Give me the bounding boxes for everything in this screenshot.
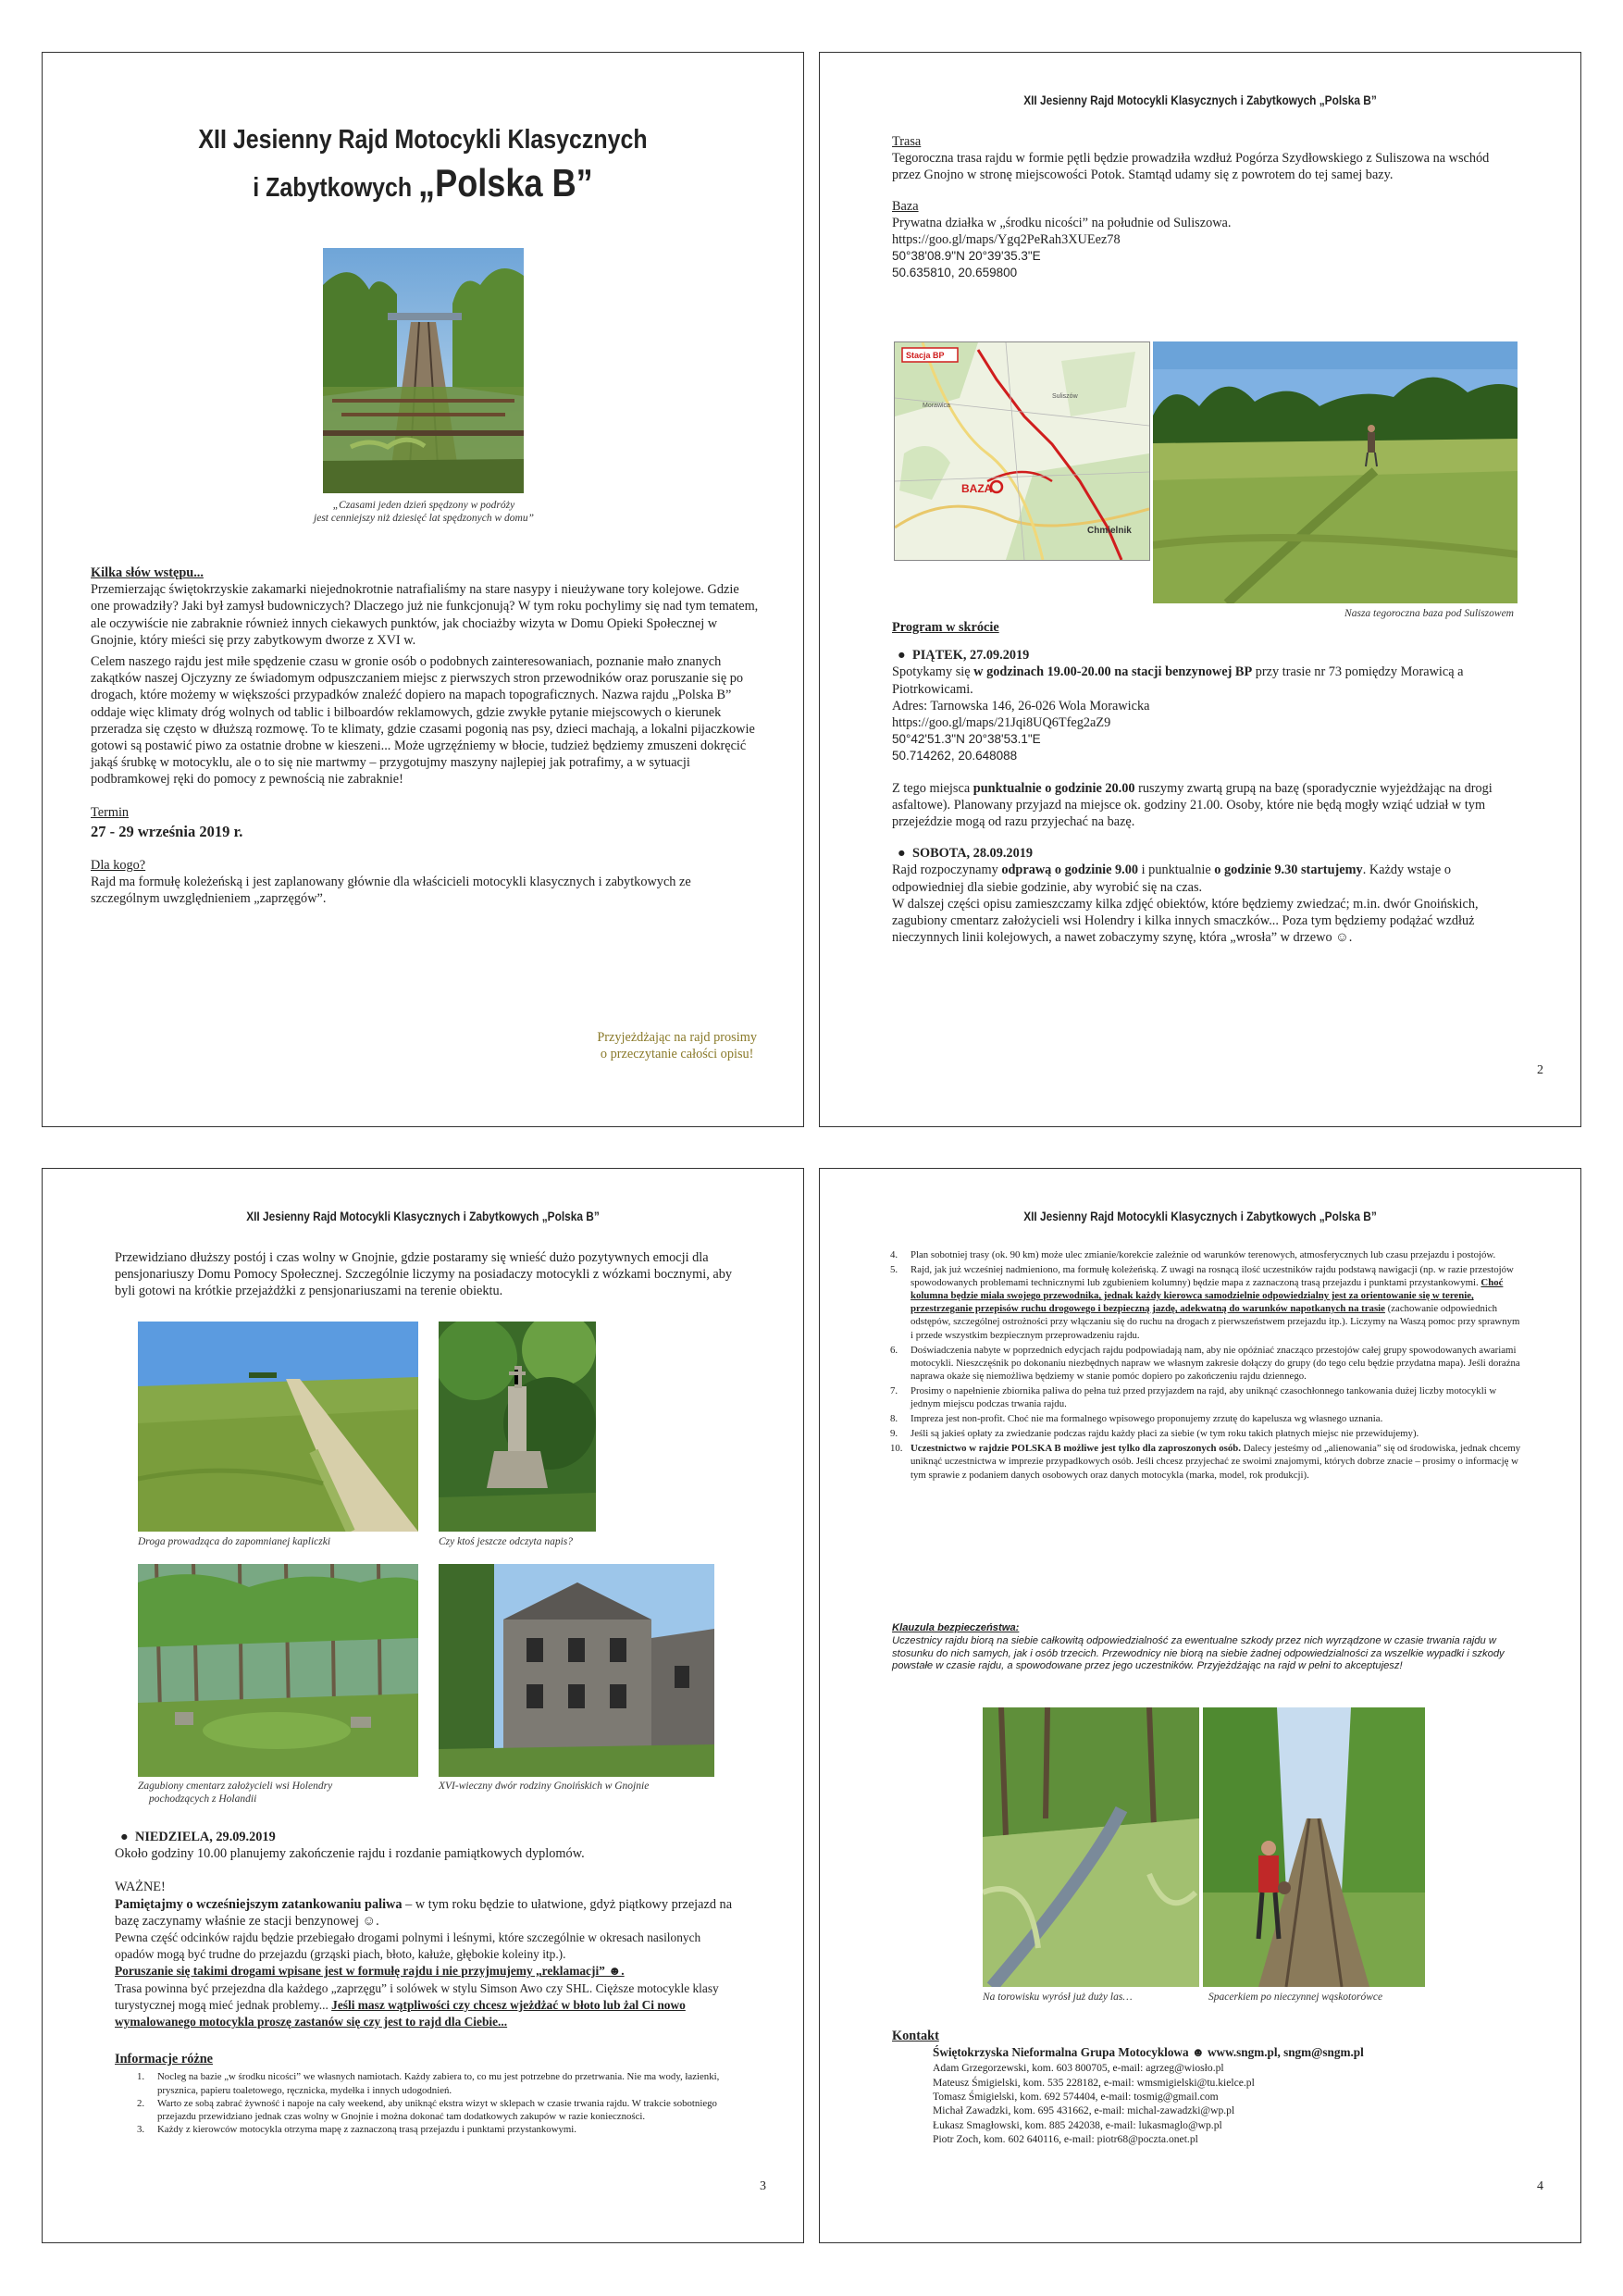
wazne-paragraph-2: Pewna część odcinków rajdu będzie przebiegało drogami polnymi i leśnymi, które szczególnie w okresach nasilonych opadów mogą być trudne do przejazdu (grząski piach, błoto, kałuże, głębokie koleiny itp.). <box>115 1930 701 1962</box>
overgrown-track-photo <box>983 1707 1199 1987</box>
program-heading: Program w skrócie <box>892 620 999 635</box>
gnojno-intro: Przewidziano dłuższy postój i czas wolny w Gnojnie, gdzie postaramy się wnieść dużo pozytywnych emocji dla pensjonariuszy Domu Pomocy Społecznej. Szczególnie liczymy na posiadaczy motocykli z wózkami bocznymi, aby byli gotowi na krótkie przejażdżki z pensjonariuszami na terenie obiektu. <box>115 1250 733 1299</box>
map-label-chmielnik: Chmielnik <box>1087 526 1132 536</box>
contact-item: Tomasz Śmigielski, kom. 692 574404, e-mail: tosmig@gmail.com <box>933 2091 1219 2103</box>
list-item: 1. Nocleg na bazie „w środku nicości” we własnych namiotach. Każdy zabiera to, co mu jest potrzebne do przetrwania. Nie ma wody, łazienki, prysznica, papieru toaletowego, ręcznicka, mydełka i innych udogodnień. <box>137 2071 720 2096</box>
info-heading: Informacje różne <box>115 2052 213 2067</box>
base-meadow-photo <box>1153 341 1518 603</box>
info-list <box>115 2070 742 2135</box>
photo-caption-3: Zagubiony cmentarz założycieli wsi Holendry pochodzących z Holandii <box>138 1781 333 1805</box>
manor-photo <box>439 1564 714 1777</box>
contact-item: Michał Zawadzki, kom. 695 431662, e-mail: michal-zawadzki@wp.pl <box>933 2104 1235 2117</box>
baza-coords-dec: 50.635810, 20.659800 <box>892 266 1018 280</box>
photo-caption-4: XVI-wieczny dwór rodziny Gnoińskich w Gnojnie <box>439 1781 650 1792</box>
page-2 <box>819 52 1581 1127</box>
contact-item: Adam Grzegorzewski, kom. 603 800705, e-mail: agrzeg@wiosło.pl <box>933 2062 1224 2075</box>
trasa-heading: Trasa <box>892 134 922 149</box>
route-map <box>894 341 1150 561</box>
wazne-paragraph-3: Poruszanie się takimi drogami wpisane jest w formułę rajdu i nie przyjmujemy „reklamacji” ☻. <box>115 1964 625 1979</box>
friday-link[interactable]: https://goo.gl/maps/21Jqi8UQ6Tfeg2aZ9 <box>892 715 1111 731</box>
list-item: 2. Warto ze sobą zabrać żywność i napoje na cały weekend, aby uniknąć ekstra wizyt w sklepach w czasie trwania rajdu. W trakcie sobotniego przejazdu przewidziano jednak czas wolny w Gnojnie i można dokonać tam dodatkowych zakupów w razie konieczności. <box>137 2097 717 2122</box>
list-item: 8. Impreza jest non-profit. Choć nie ma formalnego wpisowego proponujemy zrzutę do kapelusza wg własnego uznania. <box>890 1413 1383 1425</box>
dla-kogo-heading: Dla kogo? <box>91 858 146 874</box>
list-item: 3. Każdy z kierowców motocykla otrzyma mapę z zaznaczoną trasą przejazdu i punktami przystankowymi. <box>137 2123 576 2135</box>
clause-text: Uczestnicy rajdu biorą na siebie całkowitą odpowiedzialność za ewentualne szkody przez nich wyrządzone w czasie trwania rajdu w stosunku do nich samych, jak i osób trzecich. Przewodnicy nie biorą na siebie żadnej odpowiedzialności za wszelkie wypadki i szkody powstałe w czasie rajdu, a spowodowane przez jego uczestników. Przyjeżdżając na rajd w pełni to akceptujesz! <box>892 1634 1505 1672</box>
page-1 <box>42 52 804 1127</box>
photo-caption-2: Spacerkiem po nieczynnej wąskotorówce <box>1208 1992 1383 2003</box>
narrow-gauge-photo <box>1203 1707 1425 1987</box>
contact-item: Łukasz Smagłowski, kom. 885 242038, e-mail: lukasmaglo@wp.pl <box>933 2118 1222 2131</box>
page-number: 2 <box>1537 1063 1543 1077</box>
sunday-section <box>115 1829 742 2136</box>
list-item: 7. Prosimy o napełnienie zbiornika paliwa do pełna tuż przed przyjazdem na rajd, aby uniknąć czasochłonnego tankowania dużej liczby motocykli w jednym miejscu podczas trwania rajdu. <box>890 1384 1497 1410</box>
contact-group: Świętokrzyska Nieformalna Grupa Motocyklowa ☻ www.sngm.pl, sngm@sngm.pl <box>933 2045 1364 2060</box>
friday-coords-dms: 50°42'51.3"N 20°38'53.1"E <box>892 732 1041 747</box>
intro-section <box>91 565 759 908</box>
page-header: XII Jesienny Rajd Motocykli Klasycznych i Zabytkowych „Polska B” <box>1023 1210 1377 1223</box>
friday-paragraph: Spotykamy się w godzinach 19.00-20.00 na stacji benzynowej BP przy trasie nr 73 pomiędzy Morawicą a Piotrkowicami. <box>892 664 1464 697</box>
page-number: 3 <box>760 2179 766 2193</box>
field-road-photo <box>138 1322 418 1532</box>
wazne-paragraph-4: Trasa powinna być przejezdna dla każdego „zaprzęgu” i solówek w stylu Simson Awo czy SHL. Cięższe motocykle klasy turystycznej mogą mieć jednak problemy... Jeśli masz wątpliwości czy chcesz wjeżdżać w błoto lub żal Ci nowo wymalowanego motocykla proszę zastanów się czy jest to rajd dla Ciebie... <box>115 1980 719 2029</box>
termin-value: 27 - 29 września 2019 r. <box>91 822 243 840</box>
page-4 <box>819 1168 1581 2243</box>
baza-line-1: Prywatna działka w „środku nicości” na południe od Suliszowa. <box>892 215 1232 230</box>
trasa-paragraph: Tegoroczna trasa rajdu w formie pętli będzie prowadziła wzdłuż Pogórza Szydłowskiego z Suliszowa na wschód przez Gnojno w stronę miejscowości Potok. Stamtąd udamy się z powrotem do tej samej bazy. <box>892 151 1490 183</box>
list-item: 6. Doświadczenia nabyte w poprzednich edycjach rajdu podpowiadają nam, aby nie opóźniać znacząco przestojów całej grupy spowodowanych awariami motocykli. Nieszczęśnik po dokonaniu niezbędnych napraw we własnym zakresie dołączy do grupy (do tego celu będzie przydatna mapa). Jeśli doraźna naprawa okaże się niemożliwa będziemy w stanie pomóc dopiero po zakończeniu rajdu dziennego. <box>890 1344 1520 1382</box>
dla-kogo-paragraph: Rajd ma formułę koleżeńską i jest zaplanowany głównie dla właścicieli motocykli klasycznych i zabytkowych ze szczególnym uwzględnieniem „zaprzęgów”. <box>91 875 691 907</box>
list-item: 5. Rajd, jak już wcześniej nadmieniono, ma formułę koleżeńską. Z uwagi na rosnącą ilość uczestników rajdu podstawą nawigacji (np. w razie przestojów spowodowanych problemami technicznymi lub zgubieniem kolumny) będzie mapa z zaznaczoną trasą przejazdu i punktami przystankowymi. Choć kolumna będzie miała swojego przewodnika, jednak każdy kierowca samodzielnie odpowiedzialny jest za orientowanie się w terenie, przestrzeganie przepisów ruchu drogowego i bezpieczną jazdę, adekwatną do warunków napotkanych na trasie (zachowanie odpowiednich odstępów, szczególnej ostrożności przy włączaniu się do ruchu na drogach z pierwszeństwem przejazdu itp.). Liczymy na Waszą pomoc przy sprawnym i przede wszystkim bezpiecznym przeprowadzeniu rajdu. <box>890 1264 1520 1341</box>
info-list-continued <box>868 1248 1521 1482</box>
photo-caption-1: Na torowisku wyrósł już duży las… <box>983 1992 1133 2003</box>
contact-heading: Kontakt <box>892 2029 939 2043</box>
sunday-paragraph: Około godziny 10.00 planujemy zakończenie rajdu i rozdanie pamiątkowych dyplomów. <box>115 1846 585 1862</box>
intro-paragraph-2: Celem naszego rajdu jest miłe spędzenie czasu w gronie osób o podobnych zainteresowaniach, poznanie mało znanych zakątków naszej Ojczyzny ze świadomym odpuszczaniem miejsc z pierwszych stron przewodników oraz poruszanie się po drogach, które możemy w większości przypadków znaleźć dopiero na mapach topograficznych. Nazwa rajdu „Polska B” oddaje więc klimaty dróg wolnych od tablic i bilboardów reklamowych, gdzie zwykłe pytanie miejscowych o kierunek przeradza się często w dłuższą rozmowę. To te klimaty, gdzie czasami pogonią nas psy, dzieci machają, a lokalni pijaczkowie gotowi są postawić piwo za ostatnie drobne w kieszeni... Może ugrzęźniemy w błocie, tudzież będziemy zmuszeni dokręcić jakąś śrubkę w motocyklu, ale o to się nie martwmy – przygotujmy maszyny najlepiej jak potrafimy, a w sytuacji podbramkowej ręki do pomocy z pewnością nie zabraknie! <box>91 654 755 788</box>
title-polska-b: „Polska B” <box>418 161 593 205</box>
friday-address: Adres: Tarnowska 146, 26-026 Wola Morawicka <box>892 698 1150 714</box>
page-number: 4 <box>1537 2179 1543 2193</box>
cemetery-photo <box>138 1564 418 1777</box>
wazne-heading: WAŻNE! <box>115 1880 166 1895</box>
railway-bridge-photo <box>323 248 524 493</box>
friday-heading: ● PIĄTEK, 27.09.2019 <box>898 648 1030 664</box>
saturday-paragraph-2: W dalszej części opisu zamieszczamy kilka zdjęć obiektów, które będziemy zwiedzać; m.in. dwór Gnoińskich, zagubiony cmentarz założycieli wsi Holendry i kilka innych smaczków... Poza tym będziemy podążać wzdłuż nieczynnych linii kolejowych, a nawet zobaczymy szynę, która „wrosła” w drzewo ☺. <box>892 896 1479 946</box>
friday-coords-dec: 50.714262, 20.648088 <box>892 749 1018 763</box>
list-item: 9. Jeśli są jakieś opłaty za zwiedzanie podczas rajdu każdy płaci za siebie (w tym roku takich płatnych miejsc nie przewidujemy). <box>890 1428 1419 1440</box>
list-item: 4. Plan sobotniej trasy (ok. 90 km) może ulec zmianie/korekcie zależnie od warunków terenowych, atmosferycznych lub czasu przejazdu i postojów. <box>890 1249 1496 1260</box>
base-photo-caption: Nasza tegoroczna baza pod Suliszowem <box>1344 608 1514 619</box>
list-item: 10. Uczestnictwo w rajdzie POLSKA B możliwe jest tylko dla zaproszonych osób. Dalecy jesteśmy od „alienowania” się od środowiska, jednak chcemy uniknąć uczestnictwa w imprezie przypadkowych osób. Jeśli chcesz przyjechać ze swoimi znajomymi, których dobrze znacie – prosimy o informację w tym sprawie z podaniem danych osobowych oraz danych motocykla (marka, model, rok produkcji). <box>890 1443 1521 1481</box>
trasa-section <box>892 133 1514 282</box>
clause-heading: Klauzula bezpieczeństwa: <box>892 1622 1020 1633</box>
intro-heading: Kilka słów wstępu... <box>91 565 204 580</box>
page-3 <box>42 1168 804 2243</box>
contact-item: Piotr Zoch, kom. 602 640116, e-mail: piotr68@poczta.onet.pl <box>933 2132 1198 2145</box>
title-line-1: XII Jesienny Rajd Motocykli Klasycznych <box>198 125 648 155</box>
contact-item: Mateusz Śmigielski, kom. 535 228182, e-mail: wmsmigielski@tu.kielce.pl <box>933 2076 1255 2089</box>
sunday-heading: ● NIEDZIELA, 29.09.2019 <box>120 1830 276 1844</box>
termin-heading: Termin <box>91 804 130 820</box>
svg-text:Suliszów: Suliszów <box>1052 393 1078 400</box>
contact-list <box>892 2061 1530 2146</box>
intro-paragraph-1: Przemierzając świętokrzyskie zakamarki niejednokrotnie natrafialiśmy na stare nasypy i nieużywane tory kolejowe. Gdzie one prowadziły? Jaki był zamysł budowniczych? Dlaczego już nie funkcjonują? W tym roku pochylimy się nad tym tematem, ale oczywiście nie zabraknie również innych ciekawych punktów, jak chociażby wizyta w Domu Opieki Społecznej w Gnojnie, który mieści się przy zabytkowym dworze z XVI w. <box>91 582 759 648</box>
contact-section <box>892 2028 1530 2146</box>
page-header: XII Jesienny Rajd Motocykli Klasycznych i Zabytkowych „Polska B” <box>246 1210 600 1223</box>
safety-clause <box>892 1622 1514 1673</box>
baza-heading: Baza <box>892 198 919 214</box>
friday-paragraph-2: Z tego miejsca punktualnie o godzinie 20.00 ruszymy zwartą grupą na bazę (sporadycznie wyjeżdżając na drogi asfaltowe). Planowany przyjazd na miejsce ok. godziny 21.00. Osoby, które nie będą mogły wziąć udział w tym przejeździe mogą od razu przyjechać na bazę. <box>892 780 1493 830</box>
baza-link[interactable]: https://goo.gl/maps/Ygq2PeRah3XUEez78 <box>892 232 1121 248</box>
saturday-heading: ● SOBOTA, 28.09.2019 <box>898 846 1034 862</box>
wazne-paragraph-1: Pamiętajmy o wcześniejszym zatankowaniu paliwa – w tym roku będzie to ułatwione, gdyż piątkowy przejazd na bazę zaczynamy właśnie ze stacji benzynowej ☺. <box>115 1896 733 1929</box>
program-section <box>892 619 1514 946</box>
photo-caption-1: Droga prowadząca do zapomnianej kapliczki <box>138 1536 331 1547</box>
shrine-photo <box>439 1322 596 1532</box>
title <box>43 125 803 205</box>
baza-coords-dms: 50°38'08.9"N 20°39'35.3"E <box>892 249 1041 264</box>
saturday-paragraph: Rajd rozpoczynamy odprawą o godzinie 9.00 i punktualnie o godzinie 9.30 startujemy. Każdy wstaje o odpowiedniej dla siebie godzinie, aby wyrobić się na czas. <box>892 863 1451 895</box>
map-label-stacja: Stacja BP <box>906 351 945 360</box>
map-label-baza: BAZA <box>961 482 993 495</box>
photo-caption-2: Czy ktoś jeszcze odczyta napis? <box>439 1536 574 1547</box>
svg-text:Morawica: Morawica <box>923 403 950 409</box>
title-line-2a: i Zabytkowych <box>253 173 419 203</box>
quote: „Czasami jeden dzień spędzony w podróży jest cenniejszy niż dziesięć lat spędzonych w domu” <box>314 500 534 524</box>
page-header: XII Jesienny Rajd Motocykli Klasycznych i Zabytkowych „Polska B” <box>1023 93 1377 107</box>
read-note: Przyjeżdżając na rajd prosimy o przeczytanie całości opisu! <box>597 1030 757 1062</box>
